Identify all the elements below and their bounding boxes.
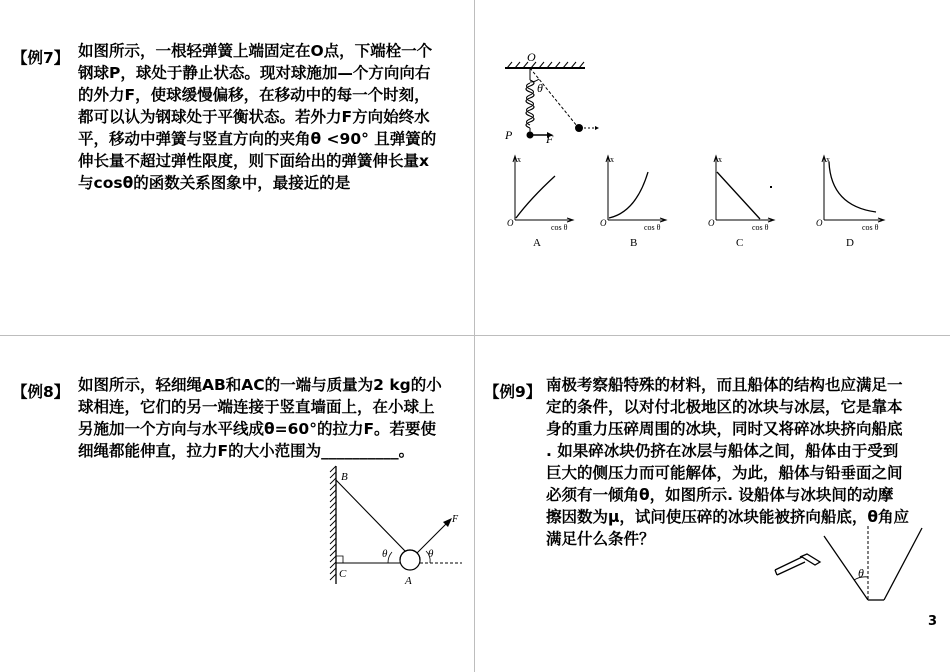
text-line: 满足什么条件？ [546,530,655,548]
text-line: 与cosθ的函数关系图象中，最接近的是 [78,174,351,192]
text-line: 必须有一倾角θ，如图所示. 设船体与冰块间的动摩 [546,486,894,504]
ship-hull-figure [772,520,932,610]
label-B: B [341,471,348,483]
example-8-text [78,374,470,462]
stray-dot [770,186,772,188]
origin-label: O [507,218,514,228]
option-D-label: D [846,237,854,249]
text-line: 细绳都能伸直，拉力F的大小范围为__________。 [78,442,415,460]
label-F: F [546,132,554,146]
curve-C [717,172,760,219]
text-line: 的外力F，使球缓慢偏移，在移动中的每一个时刻， [78,86,430,104]
text-line: 钢球P，球处于静止状态。现对球施加—个方向向右 [78,64,431,82]
text-line: . 如果碎冰块仍挤在冰层与船体之间，船体由于受到 [546,442,899,460]
spring-figure [495,40,635,150]
label-O: O [527,50,536,64]
example-9-tag: 【例9】 [484,383,542,401]
graph-D [812,150,892,250]
axis-y-label: x [826,155,830,164]
label-theta-left: θ [382,548,388,560]
label-A: A [405,575,412,587]
option-B-label: B [630,237,638,249]
page-number: 3 [928,614,938,629]
text-line: 身的重力压碎周围的冰块，同时又将碎冰块挤向船底 [546,420,903,438]
label-theta: θ [537,81,543,95]
example-8-tag: 【例8】 [12,383,70,401]
axis-x-label: cos θ [752,223,769,232]
label-C: C [339,568,347,580]
label-theta: θ [858,566,864,580]
text-line: 如图所示，轻细绳AB和AC的一端与质量为2 kg的小 [78,376,442,394]
text-line: 擦因数为μ，试问使压碎的冰块能被挤向船底，θ角应 [546,508,910,526]
graph-A [503,150,581,250]
example-7-tag: 【例7】 [12,49,70,67]
origin-label: O [816,218,823,228]
label-P: P [505,128,513,142]
text-line: 另施加一个方向与水平线成θ=60°的拉力F。若要使 [78,420,437,438]
text-line: 南极考察船特殊的材料，而且船体的结构也应满足一 [546,376,903,394]
curve-A [516,176,555,218]
origin-label: O [600,218,607,228]
example-7-text [78,40,470,194]
graph-C [704,150,782,250]
option-A-label: A [533,237,541,249]
text-line: 巨大的侧压力而可能解体，为此，船体与铅垂面之间 [546,464,903,482]
text-line: 伸长量不超过弹性限度，则下面给出的弹簧伸长量x [78,152,429,170]
origin-label: O [708,218,715,228]
axis-x-label: cos θ [551,223,568,232]
text-line: 都可以认为钢球处于平衡状态。若外力F方向始终水 [78,108,430,126]
text-line: 如图所示，一根轻弹簧上端固定在O点，下端栓一个 [78,42,433,60]
curve-D [829,162,876,212]
text-line: 球相连，它们的另一端连接于竖直墙面上，在小球上 [78,398,435,416]
axis-y-label: x [610,155,614,164]
graph-B [596,150,674,250]
label-theta-right: θ [428,548,434,560]
label-F: F [452,514,459,525]
axis-y-label: x [718,155,722,164]
text-line: 定的条件，以对付北极地区的冰块与冰层，它是靠本 [546,398,903,416]
rope-figure [322,460,472,590]
axis-y-label: x [517,155,521,164]
text-line: 平，移动中弹簧与竖直方向的夹角θ <90° 且弹簧的 [78,130,437,148]
vertical-divider [474,0,475,672]
horizontal-divider [0,335,950,336]
curve-B [609,172,648,218]
axis-x-label: cos θ [862,223,879,232]
option-C-label: C [736,237,744,249]
axis-x-label: cos θ [644,223,661,232]
